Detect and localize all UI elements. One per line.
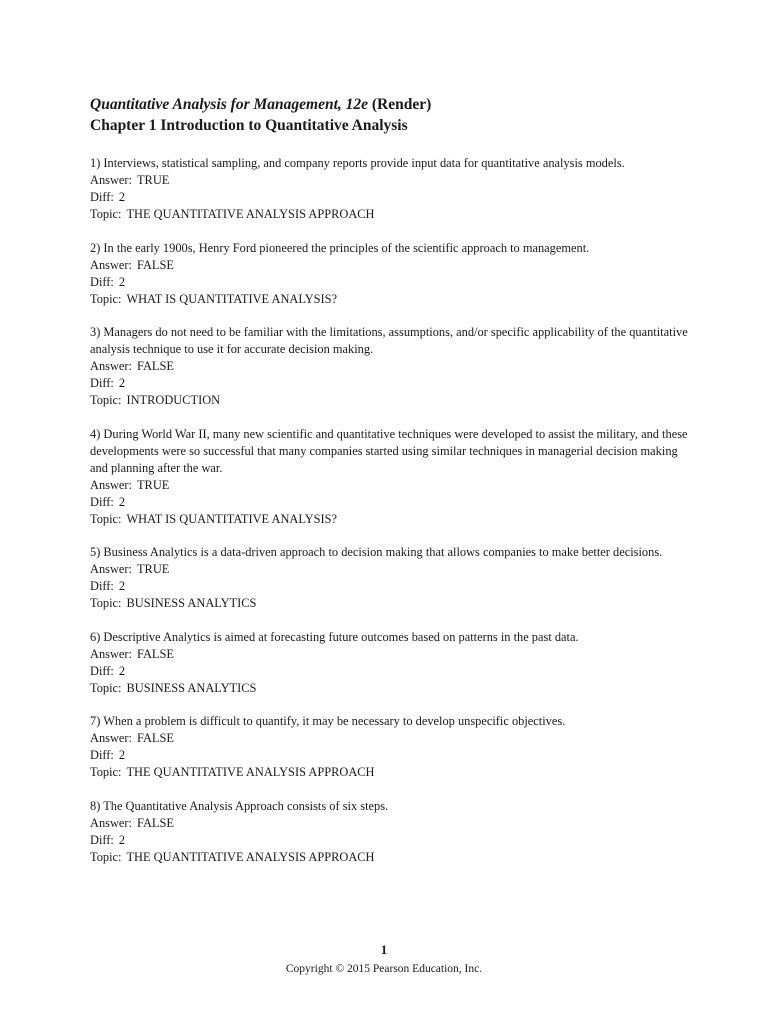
answer-label: Answer:: [90, 173, 132, 187]
topic-label: Topic:: [90, 207, 122, 221]
answer-value: FALSE: [136, 731, 174, 745]
answer-label: Answer:: [90, 646, 132, 661]
difficulty-value: 2: [118, 663, 126, 678]
topic-line: [90, 764, 690, 781]
topic-line: [90, 595, 690, 612]
topic-label: Topic:: [90, 291, 122, 306]
question-item: [90, 713, 690, 781]
answer-value: TRUE: [136, 173, 170, 187]
chapter-title: Chapter 1 Introduction to Quantitative Analysis: [90, 117, 408, 134]
answer-line: [90, 730, 690, 747]
question-prompt: 5) Business Analytics is a data-driven approach to decision making that allows companies to make better decisions.: [90, 545, 663, 559]
answer-line: [90, 477, 690, 494]
question-prompt: 6) Descriptive Analytics is aimed at forecasting future outcomes based on patterns in the past data.: [90, 629, 579, 644]
difficulty-line: [90, 274, 690, 291]
answer-line: [90, 358, 690, 375]
difficulty-line: [90, 578, 690, 595]
answer-label: Answer:: [90, 731, 132, 745]
topic-line: [90, 511, 690, 528]
question-prompt: 3) Managers do not need to be familiar with the limitations, assumptions, and/or specific applicability of the quantitative analysis technique to use it for accurate decision making.: [90, 325, 688, 356]
difficulty-line: [90, 663, 690, 680]
copyright-notice: Copyright © 2015 Pearson Education, Inc.: [285, 963, 483, 975]
topic-value: THE QUANTITATIVE ANALYSIS APPROACH: [126, 765, 375, 779]
answer-value: TRUE: [136, 477, 170, 492]
question-prompt: 1) Interviews, statistical sampling, and company reports provide input data for quantitative analysis models.: [90, 156, 625, 170]
difficulty-label: Diff:: [90, 376, 114, 390]
difficulty-label: Diff:: [90, 663, 114, 678]
topic-label: Topic:: [90, 393, 122, 407]
difficulty-label: Diff:: [90, 832, 114, 847]
difficulty-value: 2: [118, 748, 126, 762]
difficulty-line: [90, 494, 690, 511]
question-item: [90, 240, 690, 308]
topic-line: [90, 291, 690, 308]
answer-line: [90, 172, 690, 189]
answer-line: [90, 561, 690, 578]
question-list: [90, 155, 690, 866]
difficulty-value: 2: [118, 190, 126, 204]
difficulty-value: 2: [118, 579, 126, 593]
document-page: [90, 94, 690, 882]
answer-value: FALSE: [136, 257, 174, 272]
difficulty-value: 2: [118, 832, 126, 847]
difficulty-value: 2: [118, 494, 126, 509]
question-item: [90, 155, 690, 223]
question-item: [90, 544, 690, 612]
answer-label: Answer:: [90, 815, 132, 830]
difficulty-label: Diff:: [90, 274, 114, 289]
book-author: (Render): [371, 96, 432, 113]
book-title-line: [90, 94, 690, 115]
answer-line: [90, 257, 690, 274]
difficulty-line: [90, 375, 690, 392]
topic-label: Topic:: [90, 596, 122, 610]
topic-value: WHAT IS QUANTITATIVE ANALYSIS?: [126, 291, 338, 306]
book-title: Quantitative Analysis for Management, 12e: [90, 96, 369, 113]
difficulty-value: 2: [118, 376, 126, 390]
answer-value: FALSE: [136, 815, 174, 830]
difficulty-line: [90, 747, 690, 764]
topic-label: Topic:: [90, 765, 122, 779]
question-prompt: 2) In the early 1900s, Henry Ford pioneered the principles of the scientific approach to management.: [90, 240, 590, 255]
difficulty-line: [90, 189, 690, 206]
topic-line: [90, 206, 690, 223]
topic-value: BUSINESS ANALYTICS: [126, 680, 257, 695]
question-item: [90, 426, 690, 528]
topic-value: THE QUANTITATIVE ANALYSIS APPROACH: [126, 207, 375, 221]
difficulty-line: [90, 832, 690, 849]
question-prompt: 8) The Quantitative Analysis Approach consists of six steps.: [90, 798, 389, 813]
answer-value: TRUE: [136, 562, 170, 576]
answer-line: [90, 646, 690, 663]
answer-line: [90, 815, 690, 832]
difficulty-label: Diff:: [90, 748, 114, 762]
difficulty-label: Diff:: [90, 190, 114, 204]
question-item: [90, 629, 690, 697]
question-item: [90, 798, 690, 866]
topic-line: [90, 392, 690, 409]
topic-line: [90, 849, 690, 866]
topic-value: WHAT IS QUANTITATIVE ANALYSIS?: [126, 511, 338, 526]
topic-value: BUSINESS ANALYTICS: [126, 596, 257, 610]
topic-label: Topic:: [90, 511, 122, 526]
answer-label: Answer:: [90, 477, 132, 492]
topic-label: Topic:: [90, 849, 122, 864]
topic-line: [90, 680, 690, 697]
answer-label: Answer:: [90, 257, 132, 272]
difficulty-value: 2: [118, 274, 126, 289]
question-prompt: 4) During World War II, many new scientific and quantitative techniques were developed to assist the military, and these developments were so successful that many companies started using similar techniques in managerial decision making and planning after the war.: [90, 426, 688, 475]
question-item: [90, 324, 690, 409]
answer-label: Answer:: [90, 359, 132, 373]
question-prompt: 7) When a problem is difficult to quantify, it may be necessary to develop unspecific objectives.: [90, 714, 566, 728]
answer-value: FALSE: [136, 359, 174, 373]
page-number: 1: [380, 942, 388, 957]
topic-value: INTRODUCTION: [126, 393, 221, 407]
answer-value: FALSE: [136, 646, 174, 661]
topic-label: Topic:: [90, 680, 122, 695]
topic-value: THE QUANTITATIVE ANALYSIS APPROACH: [126, 849, 375, 864]
answer-label: Answer:: [90, 562, 132, 576]
difficulty-label: Diff:: [90, 494, 114, 509]
difficulty-label: Diff:: [90, 579, 114, 593]
